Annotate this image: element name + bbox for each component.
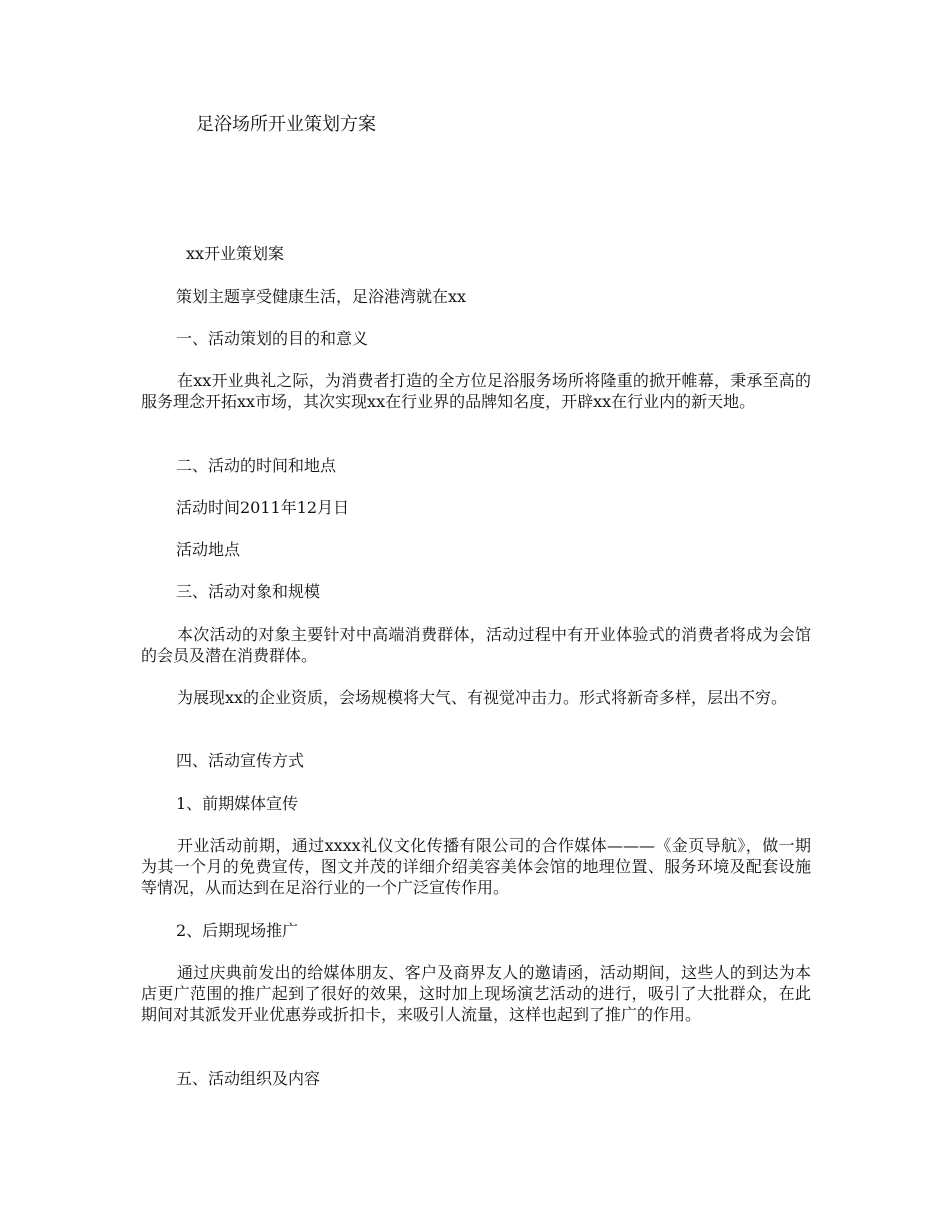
media-promotion-paragraph: 开业活动前期，通过xxxx礼仪文化传播有限公司的合作媒体———《金页导航》，做一期为其一个月的免费宣传，图文并茂的详细介绍美容美体会馆的地理位置、服务环境及配套设施等情况，从而达到在足浴行业的一个广泛宣传作用。 bbox=[141, 836, 811, 897]
section-heading-audience: 三、活动对象和规模 bbox=[176, 582, 321, 601]
section-heading-purpose: 一、活动策划的目的和意义 bbox=[176, 329, 369, 348]
purpose-paragraph: 在xx开业典礼之际，为消费者打造的全方位足浴服务场所将隆重的掀开帷幕，秉承至高的服务理念开拓xx市场，其次实现xx在行业界的品牌知名度，开辟xx在行业内的新天地。 bbox=[141, 371, 811, 411]
plan-subtitle: xx开业策划案 bbox=[186, 244, 285, 263]
scale-paragraph: 为展现xx的企业资质，会场规模将大气、有视觉冲击力。形式将新奇多样，层出不穷。 bbox=[177, 688, 788, 707]
section-heading-organization: 五、活动组织及内容 bbox=[176, 1069, 321, 1088]
subheading-media-promotion: 1、前期媒体宣传 bbox=[176, 794, 299, 813]
section-heading-time-place: 二、活动的时间和地点 bbox=[176, 456, 337, 475]
document-title: 足浴场所开业策划方案 bbox=[196, 114, 376, 135]
event-place: 活动地点 bbox=[176, 540, 241, 559]
section-heading-promotion: 四、活动宣传方式 bbox=[176, 751, 305, 770]
audience-paragraph: 本次活动的对象主要针对中高端消费群体，活动过程中有开业体验式的消费者将成为会馆的会员及潜在消费群体。 bbox=[141, 625, 811, 665]
subheading-onsite-promotion: 2、后期现场推广 bbox=[176, 921, 299, 940]
plan-theme: 策划主题享受健康生活，足浴港湾就在xx bbox=[176, 287, 467, 306]
event-time: 活动时间2011年12月日 bbox=[176, 498, 350, 517]
onsite-promotion-paragraph: 通过庆典前发出的给媒体朋友、客户及商界友人的邀请函，活动期间，这些人的到达为本店更广范围的推广起到了很好的效果，这时加上现场演艺活动的进行，吸引了大批群众，在此期间对其派发开业优惠券或折扣卡，来吸引人流量，这样也起到了推广的作用。 bbox=[141, 963, 811, 1024]
